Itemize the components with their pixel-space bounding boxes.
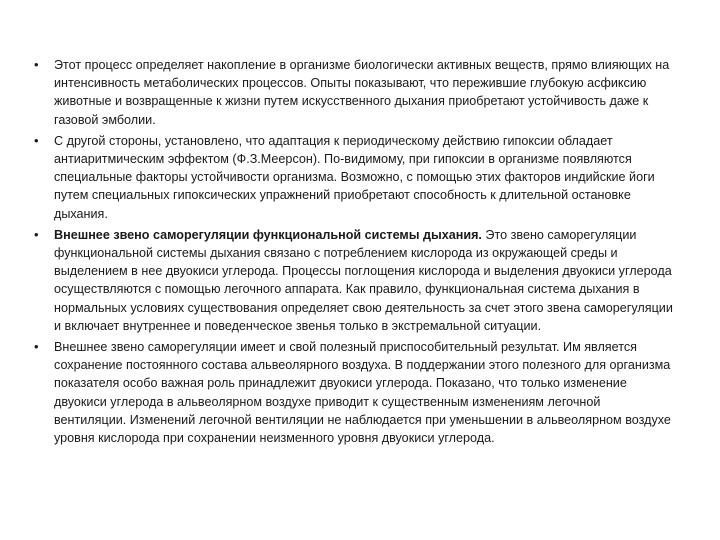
- bullet-text: Этот процесс определяет накопление в организме биологически активных веществ, прямо влияющих на интенсивность метаболических процессов. Опыты показывают, что пережившие глубокую асфиксию животные и возвращенные к жизни путем искусственного дыхания приобретают устойчивость даже к газовой эмболии.: [54, 58, 670, 127]
- bullet-dot-icon: •: [34, 226, 39, 242]
- bullet-list: [34, 56, 676, 447]
- bullet-dot-icon: •: [34, 339, 39, 355]
- bullet-item: [34, 226, 676, 335]
- bullet-text: С другой стороны, установлено, что адаптация к периодическому действию гипоксии обладает антиаритмическим эффектом (Ф.З.Меерсон). По-видимому, при гипоксии в организме появляются специальные факторы устойчивости организма. Возможно, с помощью этих факторов индийские йоги путем специальных гипоксических упражнений приобретают способность к длительной остановке дыхания.: [54, 133, 655, 221]
- bullet-item: [34, 338, 676, 447]
- bullet-heading: Внешнее звено саморегуляции функциональной системы дыхания.: [54, 227, 482, 242]
- bullet-text: Это звено саморегуляции функциональной системы дыхания связано с потреблением кислорода из окружающей среды и выделением в нее двуокиси углерода. Процессы поглощения кислорода и выделения двуокиси углерода осуществляются с помощью легочного аппарата. Как правило, функциональная система дыхания в нормальных условиях существования определяет свою деятельность за счет этого звена саморегуляции и включает внутреннее и поведенческое звенья только в экстремальной ситуации.: [54, 227, 673, 333]
- bullet-dot-icon: •: [34, 132, 39, 148]
- bullet-item: [34, 56, 676, 129]
- bullet-item: [34, 132, 676, 223]
- bullet-dot-icon: •: [34, 57, 39, 72]
- bullet-text: Внешнее звено саморегуляции имеет и свой полезный приспособительный результат. Им является сохранение постоянного состава альвеолярного воздуха. В поддержании этого полезного для организма показателя особо важная роль принадлежит двуокиси углерода. Показано, что только изменение двуокиси углерода в альвеолярном воздухе приводит к существенным изменениям легочной вентиляции. Изменений легочной вентиляции не наблюдается при уменьшении в альвеолярном воздухе уровня кислорода при сохранении неизменного уровня двуокиси углерода.: [54, 340, 671, 446]
